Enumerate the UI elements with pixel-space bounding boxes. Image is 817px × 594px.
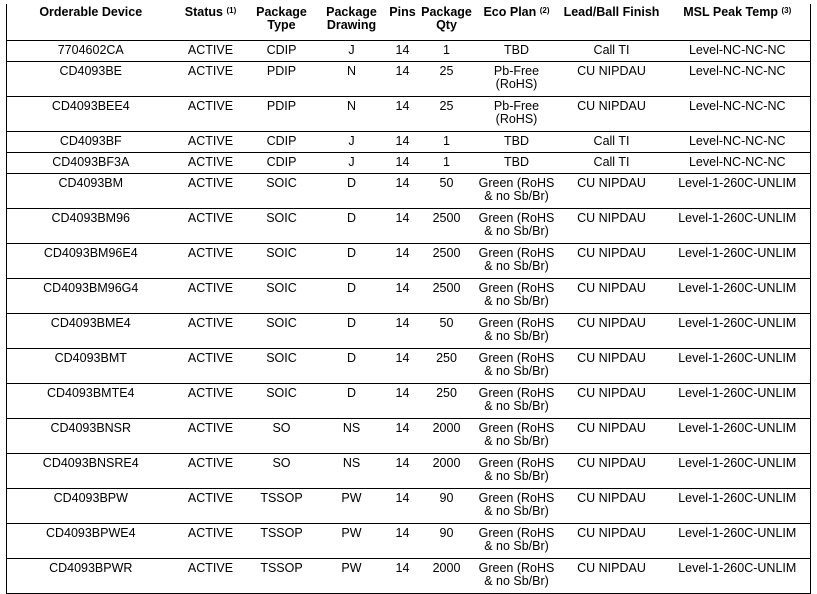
cell-status: ACTIVE bbox=[187, 491, 234, 505]
cell-eco-plan: TBD bbox=[504, 43, 529, 57]
header-orderable-device: Orderable Device bbox=[39, 5, 143, 19]
cell-eco-plan: Pb-Free (RoHS) bbox=[493, 64, 540, 91]
header-row bbox=[7, 4, 811, 41]
cell-package-qty: 1 bbox=[443, 43, 450, 57]
cell-package-drawing: NS bbox=[342, 421, 361, 435]
cell-pins: 14 bbox=[395, 386, 410, 400]
table-row bbox=[7, 279, 811, 314]
header-package-drawing: Package Drawing bbox=[326, 5, 377, 32]
header-package-qty: Package Qty bbox=[421, 5, 472, 32]
table-row bbox=[7, 349, 811, 384]
cell-package-drawing: D bbox=[346, 211, 357, 225]
cell-status: ACTIVE bbox=[187, 176, 234, 190]
cell-eco-plan: Pb-Free (RoHS) bbox=[493, 99, 540, 126]
cell-orderable-device: CD4093BE bbox=[59, 64, 123, 78]
cell-lead-ball-finish: Call TI bbox=[593, 155, 630, 169]
header-msl-peak-temp: MSL Peak Temp $^{(3)}$ bbox=[683, 5, 792, 19]
cell-status: ACTIVE bbox=[187, 99, 234, 113]
cell-orderable-device: CD4093BM96G4 bbox=[43, 281, 139, 295]
cell-msl-peak-temp: Level-1-260C-UNLIM bbox=[678, 386, 797, 400]
cell-package-qty: 50 bbox=[439, 316, 454, 330]
table-row bbox=[7, 41, 811, 62]
header-eco-plan: Eco Plan $^{(2)}$ bbox=[483, 5, 550, 19]
cell-lead-ball-finish: CU NIPDAU bbox=[577, 386, 646, 400]
cell-status: ACTIVE bbox=[187, 155, 234, 169]
cell-lead-ball-finish: Call TI bbox=[593, 134, 630, 148]
cell-package-qty: 2000 bbox=[432, 456, 461, 470]
cell-lead-ball-finish: CU NIPDAU bbox=[577, 456, 646, 470]
cell-status: ACTIVE bbox=[187, 134, 234, 148]
cell-package-type: PDIP bbox=[266, 99, 297, 113]
cell-pins: 14 bbox=[395, 281, 410, 295]
cell-package-drawing: D bbox=[346, 386, 357, 400]
cell-package-drawing: PW bbox=[341, 491, 362, 505]
table-body bbox=[7, 41, 811, 594]
cell-lead-ball-finish: CU NIPDAU bbox=[577, 281, 646, 295]
cell-package-type: SOIC bbox=[266, 386, 297, 400]
cell-lead-ball-finish: Call TI bbox=[593, 43, 630, 57]
cell-eco-plan: Green (RoHS & no Sb/Br) bbox=[478, 246, 555, 273]
cell-status: ACTIVE bbox=[187, 456, 234, 470]
cell-pins: 14 bbox=[395, 561, 410, 575]
cell-package-qty: 25 bbox=[439, 99, 454, 113]
cell-lead-ball-finish: CU NIPDAU bbox=[577, 421, 646, 435]
table-row bbox=[7, 314, 811, 349]
cell-eco-plan: Green (RoHS & no Sb/Br) bbox=[478, 456, 555, 483]
cell-package-drawing: J bbox=[348, 134, 355, 148]
cell-msl-peak-temp: Level-NC-NC-NC bbox=[688, 43, 786, 57]
cell-eco-plan: Green (RoHS & no Sb/Br) bbox=[478, 281, 555, 308]
cell-orderable-device: CD4093BME4 bbox=[50, 316, 131, 330]
cell-orderable-device: CD4093BM96E4 bbox=[43, 246, 138, 260]
cell-eco-plan: TBD bbox=[504, 155, 529, 169]
cell-lead-ball-finish: CU NIPDAU bbox=[577, 526, 646, 540]
cell-package-qty: 50 bbox=[439, 176, 454, 190]
table-row bbox=[7, 209, 811, 244]
table-row bbox=[7, 384, 811, 419]
cell-lead-ball-finish: CU NIPDAU bbox=[577, 491, 646, 505]
cell-status: ACTIVE bbox=[187, 64, 234, 78]
cell-msl-peak-temp: Level-NC-NC-NC bbox=[688, 155, 786, 169]
cell-orderable-device: CD4093BNSRE4 bbox=[42, 456, 139, 470]
cell-package-qty: 1 bbox=[443, 134, 450, 148]
cell-lead-ball-finish: CU NIPDAU bbox=[577, 561, 646, 575]
table-row bbox=[7, 153, 811, 174]
header-status: Status $^{(1)}$ bbox=[184, 5, 237, 19]
cell-orderable-device: CD4093BPW bbox=[53, 491, 128, 505]
cell-eco-plan: Green (RoHS & no Sb/Br) bbox=[478, 491, 555, 518]
cell-orderable-device: CD4093BF3A bbox=[52, 155, 130, 169]
cell-package-qty: 2000 bbox=[432, 421, 461, 435]
table-row bbox=[7, 97, 811, 132]
cell-orderable-device: CD4093BNSR bbox=[50, 421, 132, 435]
cell-msl-peak-temp: Level-NC-NC-NC bbox=[688, 134, 786, 148]
cell-package-qty: 90 bbox=[439, 526, 454, 540]
cell-status: ACTIVE bbox=[187, 421, 234, 435]
cell-eco-plan: Green (RoHS & no Sb/Br) bbox=[478, 211, 555, 238]
cell-eco-plan: Green (RoHS & no Sb/Br) bbox=[478, 386, 555, 413]
cell-lead-ball-finish: CU NIPDAU bbox=[577, 351, 646, 365]
cell-status: ACTIVE bbox=[187, 211, 234, 225]
cell-pins: 14 bbox=[395, 64, 410, 78]
cell-msl-peak-temp: Level-1-260C-UNLIM bbox=[678, 211, 797, 225]
table-row bbox=[7, 132, 811, 153]
cell-msl-peak-temp: Level-1-260C-UNLIM bbox=[678, 246, 797, 260]
cell-pins: 14 bbox=[395, 43, 410, 57]
cell-msl-peak-temp: Level-1-260C-UNLIM bbox=[678, 176, 797, 190]
cell-msl-peak-temp: Level-1-260C-UNLIM bbox=[678, 351, 797, 365]
cell-msl-peak-temp: Level-1-260C-UNLIM bbox=[678, 281, 797, 295]
cell-package-drawing: NS bbox=[342, 456, 361, 470]
cell-eco-plan: Green (RoHS & no Sb/Br) bbox=[478, 351, 555, 378]
cell-eco-plan: Green (RoHS & no Sb/Br) bbox=[478, 316, 555, 343]
cell-pins: 14 bbox=[395, 176, 410, 190]
cell-package-type: SO bbox=[272, 456, 291, 470]
cell-orderable-device: CD4093BMT bbox=[54, 351, 127, 365]
table-row bbox=[7, 524, 811, 559]
header-pins: Pins bbox=[389, 5, 416, 19]
cell-package-type: CDIP bbox=[266, 43, 297, 57]
cell-package-type: SOIC bbox=[266, 351, 297, 365]
cell-pins: 14 bbox=[395, 134, 410, 148]
cell-package-qty: 2500 bbox=[432, 281, 461, 295]
cell-pins: 14 bbox=[395, 526, 410, 540]
cell-pins: 14 bbox=[395, 491, 410, 505]
cell-package-type: SOIC bbox=[266, 246, 297, 260]
cell-package-drawing: D bbox=[346, 316, 357, 330]
cell-pins: 14 bbox=[395, 351, 410, 365]
cell-lead-ball-finish: CU NIPDAU bbox=[577, 316, 646, 330]
cell-package-type: SO bbox=[272, 421, 291, 435]
table-row bbox=[7, 419, 811, 454]
cell-orderable-device: CD4093BF bbox=[59, 134, 122, 148]
cell-lead-ball-finish: CU NIPDAU bbox=[577, 64, 646, 78]
cell-msl-peak-temp: Level-1-260C-UNLIM bbox=[678, 526, 797, 540]
cell-msl-peak-temp: Level-NC-NC-NC bbox=[688, 64, 786, 78]
cell-package-drawing: J bbox=[348, 155, 355, 169]
table-row bbox=[7, 174, 811, 209]
cell-eco-plan: Green (RoHS & no Sb/Br) bbox=[478, 561, 555, 588]
cell-package-drawing: D bbox=[346, 281, 357, 295]
cell-status: ACTIVE bbox=[187, 281, 234, 295]
cell-package-qty: 2500 bbox=[432, 246, 461, 260]
cell-status: ACTIVE bbox=[187, 246, 234, 260]
cell-status: ACTIVE bbox=[187, 43, 234, 57]
cell-package-drawing: N bbox=[346, 99, 357, 113]
cell-pins: 14 bbox=[395, 99, 410, 113]
cell-package-type: CDIP bbox=[266, 134, 297, 148]
cell-package-type: SOIC bbox=[266, 281, 297, 295]
cell-package-type: PDIP bbox=[266, 64, 297, 78]
cell-orderable-device: CD4093BMTE4 bbox=[46, 386, 135, 400]
cell-msl-peak-temp: Level-1-260C-UNLIM bbox=[678, 456, 797, 470]
cell-lead-ball-finish: CU NIPDAU bbox=[577, 211, 646, 225]
cell-msl-peak-temp: Level-1-260C-UNLIM bbox=[678, 491, 797, 505]
table-row bbox=[7, 62, 811, 97]
cell-package-type: TSSOP bbox=[260, 491, 303, 505]
cell-package-qty: 250 bbox=[436, 386, 457, 400]
cell-pins: 14 bbox=[395, 246, 410, 260]
cell-package-drawing: D bbox=[346, 176, 357, 190]
cell-msl-peak-temp: Level-NC-NC-NC bbox=[688, 99, 786, 113]
cell-pins: 14 bbox=[395, 155, 410, 169]
table-row bbox=[7, 489, 811, 524]
header-lead-ball-finish: Lead/Ball Finish bbox=[563, 5, 660, 19]
cell-package-qty: 25 bbox=[439, 64, 454, 78]
cell-package-drawing: N bbox=[346, 64, 357, 78]
cell-package-drawing: PW bbox=[341, 526, 362, 540]
cell-msl-peak-temp: Level-1-260C-UNLIM bbox=[678, 421, 797, 435]
header-package-type: Package Type bbox=[256, 5, 307, 32]
cell-msl-peak-temp: Level-1-260C-UNLIM bbox=[678, 561, 797, 575]
cell-eco-plan: Green (RoHS & no Sb/Br) bbox=[478, 526, 555, 553]
cell-package-type: SOIC bbox=[266, 176, 297, 190]
cell-lead-ball-finish: CU NIPDAU bbox=[577, 246, 646, 260]
cell-pins: 14 bbox=[395, 456, 410, 470]
cell-orderable-device: CD4093BEE4 bbox=[51, 99, 130, 113]
cell-lead-ball-finish: CU NIPDAU bbox=[577, 99, 646, 113]
cell-eco-plan: TBD bbox=[504, 134, 529, 148]
cell-status: ACTIVE bbox=[187, 561, 234, 575]
cell-package-drawing: D bbox=[346, 351, 357, 365]
cell-eco-plan: Green (RoHS & no Sb/Br) bbox=[478, 421, 555, 448]
cell-orderable-device: CD4093BM96 bbox=[51, 211, 130, 225]
cell-package-qty: 90 bbox=[439, 491, 454, 505]
cell-orderable-device: CD4093BM bbox=[58, 176, 124, 190]
cell-package-type: CDIP bbox=[266, 155, 297, 169]
cell-package-type: TSSOP bbox=[260, 561, 303, 575]
cell-package-qty: 250 bbox=[436, 351, 457, 365]
cell-pins: 14 bbox=[395, 211, 410, 225]
cell-status: ACTIVE bbox=[187, 526, 234, 540]
cell-package-type: SOIC bbox=[266, 316, 297, 330]
cell-status: ACTIVE bbox=[187, 386, 234, 400]
cell-package-drawing: J bbox=[348, 43, 355, 57]
cell-package-qty: 2000 bbox=[432, 561, 461, 575]
table-row bbox=[7, 454, 811, 489]
cell-status: ACTIVE bbox=[187, 351, 234, 365]
cell-package-drawing: PW bbox=[341, 561, 362, 575]
cell-eco-plan: Green (RoHS & no Sb/Br) bbox=[478, 176, 555, 203]
cell-msl-peak-temp: Level-1-260C-UNLIM bbox=[678, 316, 797, 330]
cell-pins: 14 bbox=[395, 316, 410, 330]
cell-package-qty: 1 bbox=[443, 155, 450, 169]
cell-package-qty: 2500 bbox=[432, 211, 461, 225]
orderable-devices-table bbox=[6, 4, 811, 594]
table-row bbox=[7, 244, 811, 279]
cell-orderable-device: 7704602CA bbox=[57, 43, 124, 57]
cell-status: ACTIVE bbox=[187, 316, 234, 330]
table-row bbox=[7, 559, 811, 594]
cell-package-drawing: D bbox=[346, 246, 357, 260]
cell-pins: 14 bbox=[395, 421, 410, 435]
cell-orderable-device: CD4093BPWR bbox=[49, 561, 133, 575]
cell-package-type: TSSOP bbox=[260, 526, 303, 540]
cell-orderable-device: CD4093BPWE4 bbox=[45, 526, 136, 540]
cell-lead-ball-finish: CU NIPDAU bbox=[577, 176, 646, 190]
cell-package-type: SOIC bbox=[266, 211, 297, 225]
